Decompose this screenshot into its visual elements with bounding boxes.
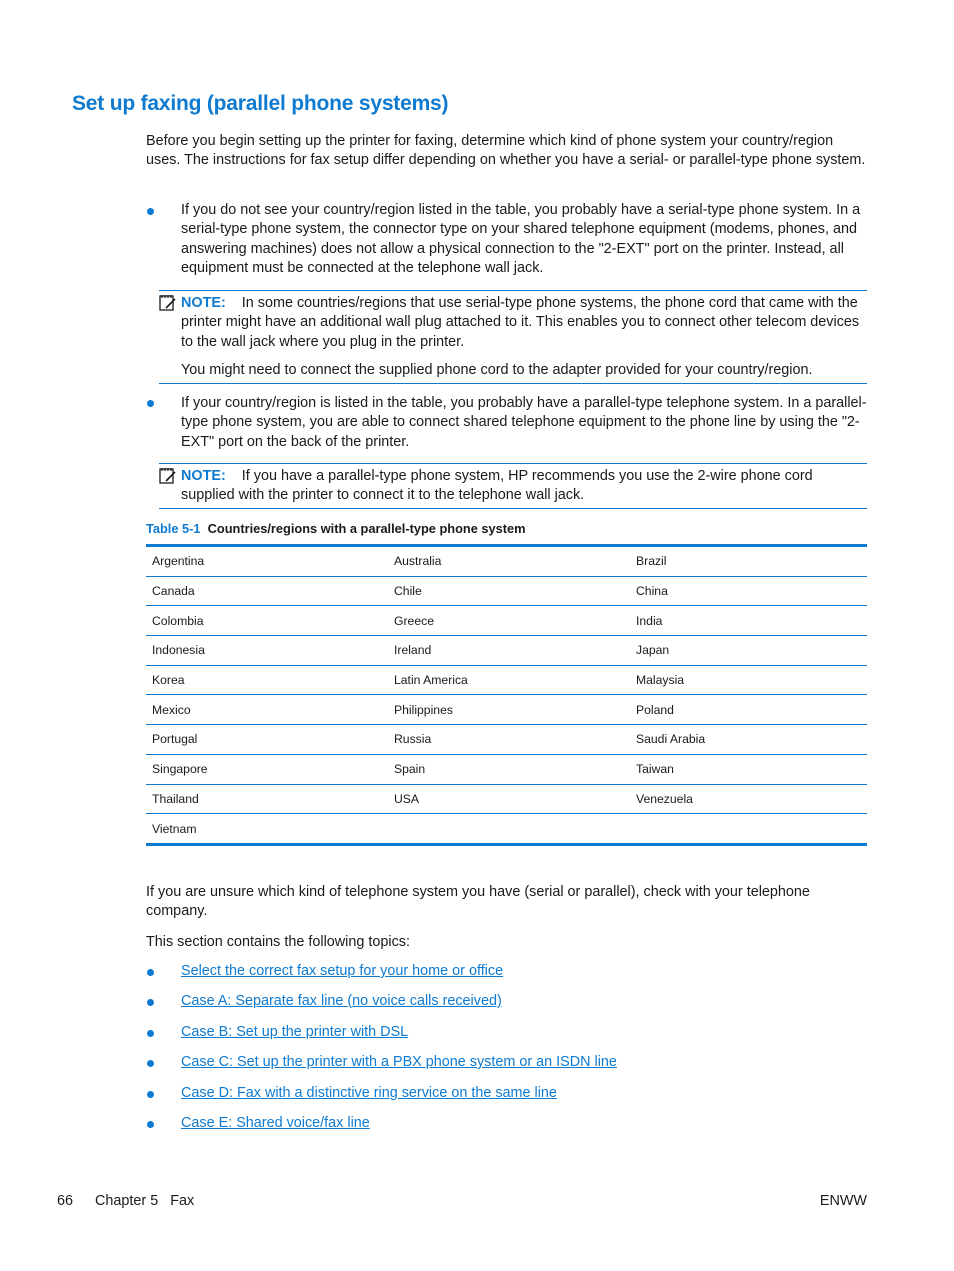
- table-row: [146, 665, 867, 695]
- table-cell: Argentina: [146, 547, 388, 576]
- table-row: [146, 725, 867, 755]
- table-cell: Malaysia: [630, 665, 867, 695]
- note-text-2: You might need to connect the supplied phone cord to the adapter provided for your country/region.: [181, 362, 813, 378]
- table-row: [146, 814, 867, 843]
- page-title: Set up faxing (parallel phone systems): [72, 92, 449, 115]
- bullet-icon: [147, 1121, 154, 1128]
- table-cell: Colombia: [146, 606, 388, 636]
- bullet-icon: [147, 400, 154, 407]
- note-parallel: [159, 463, 867, 509]
- table-cell: USA: [388, 784, 630, 814]
- link-case-b[interactable]: Case B: Set up the printer with DSL: [181, 1024, 409, 1040]
- table-cell: Saudi Arabia: [630, 725, 867, 755]
- table-cell: Brazil: [630, 547, 867, 576]
- table-cell: Singapore: [146, 754, 388, 784]
- table-caption: [146, 521, 526, 536]
- table-cell: [388, 814, 630, 843]
- table-title: Countries/regions with a parallel-type phone system: [207, 521, 526, 536]
- chapter-label: Chapter 5 Fax: [95, 1193, 195, 1209]
- table-cell: Venezuela: [630, 784, 867, 814]
- table-cell: Portugal: [146, 725, 388, 755]
- link-case-e[interactable]: Case E: Shared voice/fax line: [181, 1115, 370, 1131]
- countries-table: [146, 544, 867, 846]
- unsure-paragraph: If you are unsure which kind of telephone system you have (serial or parallel), check with your telephone company.: [146, 884, 810, 920]
- table-row: [146, 606, 867, 636]
- table-row: [146, 636, 867, 666]
- table-row: [146, 695, 867, 725]
- table-cell: Greece: [388, 606, 630, 636]
- bullet-serial: If you do not see your country/region listed in the table, you probably have a serial-type phone system. In a serial-type phone system, the connector type on your shared telephone equipment (modems, phones, and answering machines) does not allow a physical connection to the "2-EXT" port on the printer. Instead, all equipment must be connected at the telephone wall jack.: [181, 202, 861, 277]
- table-cell: Australia: [388, 547, 630, 576]
- table-cell: Vietnam: [152, 821, 197, 836]
- intro-paragraph: Before you begin setting up the printer for faxing, determine which kind of phone system your country/region uses. The instructions for fax setup differ depending on whether you have a serial- or parallel-type phone system.: [146, 133, 866, 169]
- table-cell: Poland: [630, 695, 867, 725]
- link-case-d[interactable]: Case D: Fax with a distinctive ring service on the same line: [181, 1085, 557, 1101]
- table-cell: Russia: [388, 725, 630, 755]
- link-case-c[interactable]: Case C: Set up the printer with a PBX phone system or an ISDN line: [181, 1054, 617, 1070]
- page-number: 66: [57, 1193, 74, 1209]
- link-case-a[interactable]: Case A: Separate fax line (no voice calls received): [181, 993, 502, 1009]
- table-cell: Mexico: [146, 695, 388, 725]
- table-cell: China: [630, 576, 867, 606]
- bullet-icon: [147, 969, 154, 976]
- note-serial: [159, 290, 867, 384]
- table-cell: Korea: [146, 665, 388, 695]
- note-icon: [159, 467, 177, 485]
- bullet-icon: [147, 1030, 154, 1037]
- table-cell: Japan: [630, 636, 867, 666]
- table-number: Table 5-1: [146, 521, 201, 536]
- note-icon: [159, 294, 177, 312]
- table-cell: India: [630, 606, 867, 636]
- note-text: In some countries/regions that use serial-type phone systems, the phone cord that came with the printer might have an additional wall plug attached to it. This enables you to connect other telecom devices to the wall jack where you plug in the printer.: [181, 295, 860, 350]
- table-cell: [630, 814, 867, 843]
- note-text: If you have a parallel-type phone system, HP recommends you use the 2-wire phone cord supplied with the printer to connect it to the telephone wall jack.: [181, 468, 813, 504]
- bullet-icon: [147, 1091, 154, 1098]
- table-cell: Taiwan: [630, 754, 867, 784]
- table-row: [146, 754, 867, 784]
- table-cell: Canada: [146, 576, 388, 606]
- table-cell: Spain: [388, 754, 630, 784]
- footer-right: ENWW: [819, 1193, 867, 1209]
- note-label: NOTE:: [181, 295, 226, 311]
- table-cell: Latin America: [388, 665, 630, 695]
- topics-intro: This section contains the following topics:: [146, 934, 410, 950]
- bullet-parallel: If your country/region is listed in the table, you probably have a parallel-type telephone system. In a parallel-type phone system, you are able to connect shared telephone equipment to the phone line by using the "2-EXT" port on the back of the printer.: [181, 395, 867, 450]
- table-row: [146, 576, 867, 606]
- bullet-icon: [147, 1060, 154, 1067]
- bullet-icon: [147, 999, 154, 1006]
- link-select-fax-setup[interactable]: Select the correct fax setup for your home or office: [181, 963, 504, 979]
- table-cell: Thailand: [146, 784, 388, 814]
- table-cell: Philippines: [388, 695, 630, 725]
- table-row: [146, 547, 867, 576]
- note-label: NOTE:: [181, 468, 226, 484]
- table-cell: Indonesia: [146, 636, 388, 666]
- table-cell: Ireland: [388, 636, 630, 666]
- bullet-icon: [147, 208, 154, 215]
- table-cell: Chile: [388, 576, 630, 606]
- table-row: [146, 784, 867, 814]
